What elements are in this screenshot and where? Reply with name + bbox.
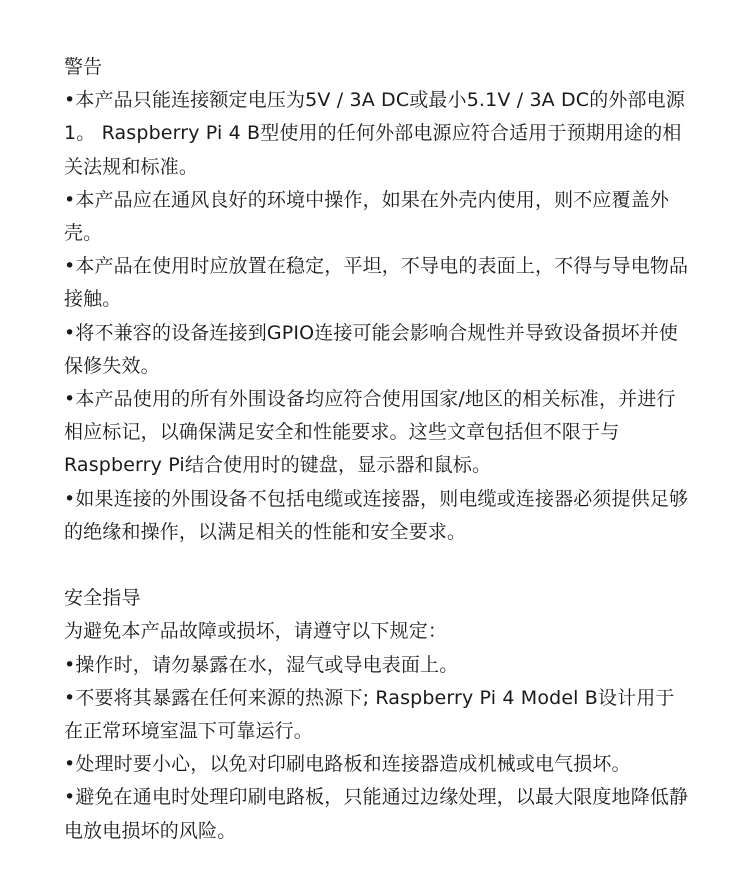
warning-item-ventilation: •本产品应在通风良好的环境中操作，如果在外壳内使用，则不应覆盖外壳。	[64, 188, 670, 245]
warning-item-gpio: •将不兼容的设备连接到GPIO连接可能会影响合规性并导致设备损坏并使保修失效。	[64, 321, 679, 377]
safety-section	[64, 582, 690, 848]
safety-item-heat: •不要将其暴露在任何来源的热源下; Raspberry Pi 4 Model B设计用于在正常环境室温下可靠运行。	[64, 686, 675, 743]
safety-heading: 安全指导	[64, 587, 141, 610]
safety-item-handling: •处理时要小心，以免对印刷电路板和连接器造成机械或电气损坏。	[64, 753, 631, 776]
warning-item-power-supply: •本产品只能连接额定电压为5V / 3A DC或最小5.1V / 3A DC的外部电源1。 Raspberry Pi 4 B型使用的任何外部电源应符合适用于预期用途的相关法规和标准。	[64, 89, 685, 178]
section-gap	[64, 549, 690, 582]
warning-heading: 警告	[64, 56, 103, 78]
warning-item-peripherals: •本产品使用的所有外围设备均应符合使用国家/地区的相关标准，并进行相应标记，以确保满足安全和性能要求。这些文章包括但不限于与Raspberry Pi结合使用时的键盘，显示器和鼠标。	[64, 388, 676, 477]
warning-section	[64, 51, 690, 549]
safety-item-water: •操作时，请勿暴露在水，湿气或导电表面上。	[64, 653, 459, 676]
warning-item-cables: •如果连接的外围设备不包括电缆或连接器，则电缆或连接器必须提供足够的绝缘和操作，以满足相关的性能和安全要求。	[64, 487, 689, 543]
safety-intro: 为避免本产品故障或损坏，请遵守以下规定：	[64, 620, 448, 643]
document-body	[64, 51, 690, 848]
warning-item-surface: •本产品在使用时应放置在稳定，平坦，不导电的表面上，不得与导电物品接触。	[64, 255, 689, 311]
safety-item-static: •避免在通电时处理印刷电路板，只能通过边缘处理，以最大限度地降低静电放电损坏的风险。	[64, 786, 689, 842]
